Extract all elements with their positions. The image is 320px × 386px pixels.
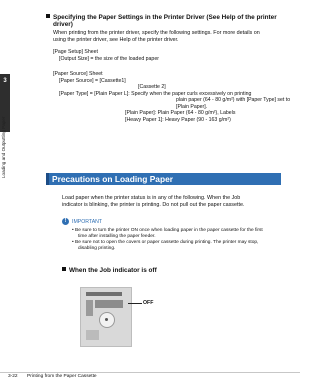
printer-panel-area: [95, 300, 123, 308]
page-setup-block: [53, 49, 159, 62]
job-indicator-light: [105, 318, 108, 321]
paper-source-block: [53, 71, 290, 123]
square-bullet-icon: [46, 14, 50, 18]
paper-type-line4: [Plain Paper]: Plain Paper (64 - 80 g/m²), Labels: [125, 110, 236, 116]
section1-intro: When printing from the printer driver, specify the following settings. For more details on using the printer driver, see Help of the printer driver.: [53, 30, 260, 43]
paper-type-line5: [Heavy Paper 1]: Heavy Paper (90 - 163 g/m²): [125, 116, 231, 123]
paper-source-line2: [Cassette 2]: [138, 84, 166, 90]
paper-type-line1: [Paper Type] = [Plain Paper L]: Specify when the paper curls excessively on printing: [59, 90, 252, 97]
chapter-title: Loading and Outputting Paper: [1, 116, 6, 178]
page-number: 3-22: [8, 374, 18, 379]
paper-type-line2: plain paper (64 - 80 g/m²) with [Paper Type] set to: [176, 97, 291, 103]
printer-foot: [86, 330, 99, 340]
job-indicator-subheading: When the Job indicator is off: [62, 267, 157, 274]
important-bullet-1: • Be sure to turn the printer ON once when loading paper in the paper cassette for the first: [72, 228, 263, 233]
chapter-number: 3: [3, 78, 7, 84]
section1-heading: Specifying the Paper Settings in the Printer Driver (See Help of the printer driver): [46, 14, 288, 29]
paper-source-line1: [Paper Source] = [Cassette1]: [59, 77, 126, 84]
square-bullet-icon: [62, 267, 66, 271]
paper-type-line3: [Plain Paper].: [176, 103, 208, 110]
printer-display: [86, 292, 122, 296]
callout-line: [128, 303, 142, 304]
precautions-body: Load paper when the printer status is in any of the following. When the Job indicator is blinking, the printer is printing. Do not pull out the paper cassette.: [62, 195, 245, 208]
important-label: IMPORTANT: [72, 219, 103, 225]
printer-side-controls: [86, 300, 93, 316]
output-size-line: [Output Size] = the size of the loaded paper: [59, 55, 159, 62]
paper-source-label: [Paper Source] Sheet: [53, 71, 103, 77]
page-setup-label: [Page Setup] Sheet: [53, 49, 98, 55]
important-bullets: • Be sure to turn the printer ON once when loading paper in the paper cassette for the first time after installing the paper feeder. • Be sure not to open the covers or paper cassette during printing. The printer may stop, disabling printing.: [72, 228, 286, 252]
footer-chapter-text: Printing from the Paper Cassette: [27, 374, 97, 379]
important-icon: !: [62, 218, 69, 225]
section-title: Precautions on Loading Paper: [52, 174, 173, 184]
important-bullet-2: • Be sure not to open the covers or paper cassette during printing. The printer may stop,: [72, 240, 259, 246]
off-callout-label: OFF: [143, 300, 154, 306]
footer-rule: [0, 372, 300, 373]
